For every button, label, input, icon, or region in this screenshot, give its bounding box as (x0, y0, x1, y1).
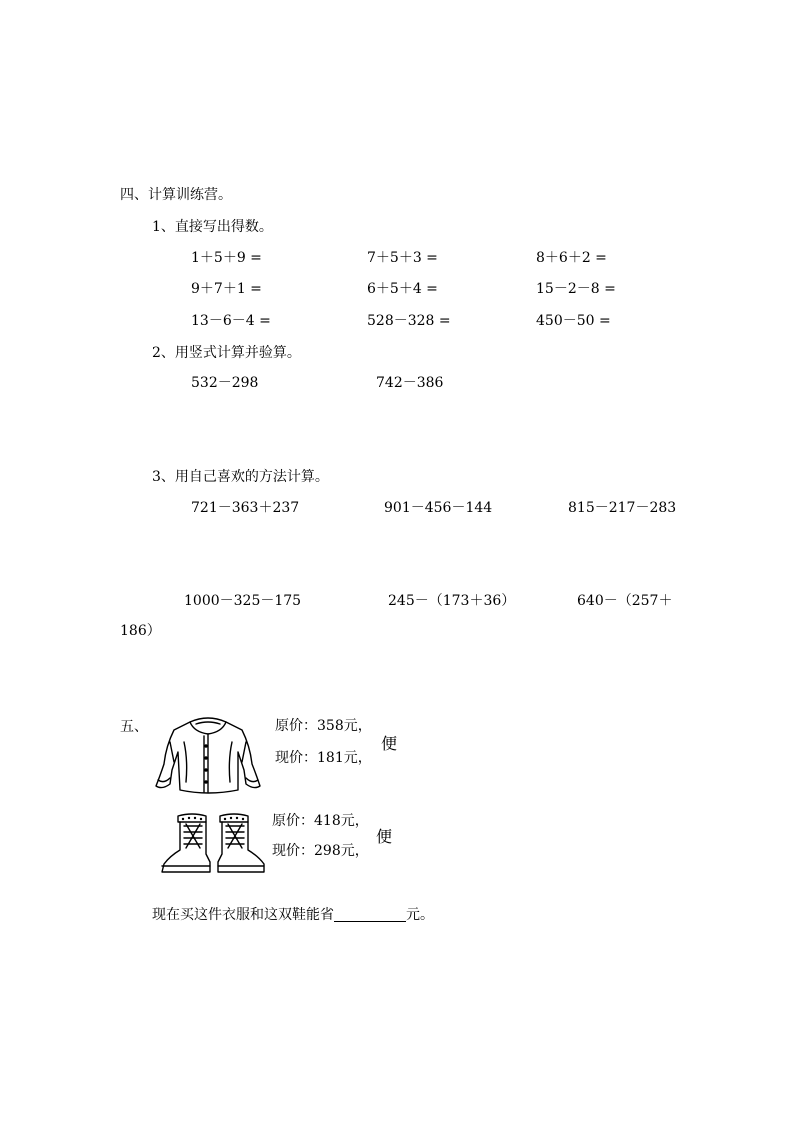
boots-icon (158, 810, 268, 880)
q3-title: 3、用自己喜欢的方法计算。 (152, 469, 329, 485)
q3-item-wrap: 186） (120, 623, 161, 639)
q3-item: 721－363＋237 (191, 500, 300, 516)
q1-item: 1＋5＋9 = (191, 250, 262, 266)
q3-item: 245－（173＋36） (388, 593, 516, 609)
q1-item: 528－328 = (367, 313, 451, 329)
q3-item: 1000－325－175 (184, 593, 302, 609)
jacket-icon (152, 712, 264, 796)
q1-item: 450－50 = (536, 313, 611, 329)
section-4-title: 四、计算训练营。 (120, 187, 232, 203)
answer-blank[interactable] (334, 907, 406, 922)
boots-tag: 便 (376, 827, 393, 846)
savings-question-suffix: 元。 (406, 907, 434, 923)
jacket-original-price: 原价：358元， (275, 718, 372, 734)
jacket-current-price: 现价：181元， (275, 750, 372, 766)
q2-title: 2、用竖式计算并验算。 (152, 345, 301, 361)
q3-item: 901－456－144 (384, 500, 493, 516)
boots-original-price: 原价：418元， (272, 813, 369, 829)
q1-title: 1、直接写出得数。 (152, 219, 273, 235)
q1-item: 6＋5＋4 = (367, 281, 438, 297)
jacket-tag: 便 (381, 734, 398, 753)
q1-item: 15－2－8 = (536, 281, 616, 297)
boots-current-price: 现价：298元， (272, 843, 369, 859)
q1-item: 8＋6＋2 = (536, 250, 607, 266)
q3-item: 815－217－283 (568, 500, 677, 516)
savings-question-prefix: 现在买这件衣服和这双鞋能省 (152, 907, 334, 923)
q2-item: 742－386 (376, 375, 444, 391)
q1-item: 9＋7＋1 = (191, 281, 262, 297)
q3-item: 640－（257＋ (577, 593, 673, 609)
q1-item: 13－6－4 = (191, 313, 271, 329)
section-5-label: 五、 (120, 719, 148, 735)
q2-item: 532－298 (191, 375, 259, 391)
q1-item: 7＋5＋3 = (367, 250, 438, 266)
savings-question (152, 907, 434, 922)
